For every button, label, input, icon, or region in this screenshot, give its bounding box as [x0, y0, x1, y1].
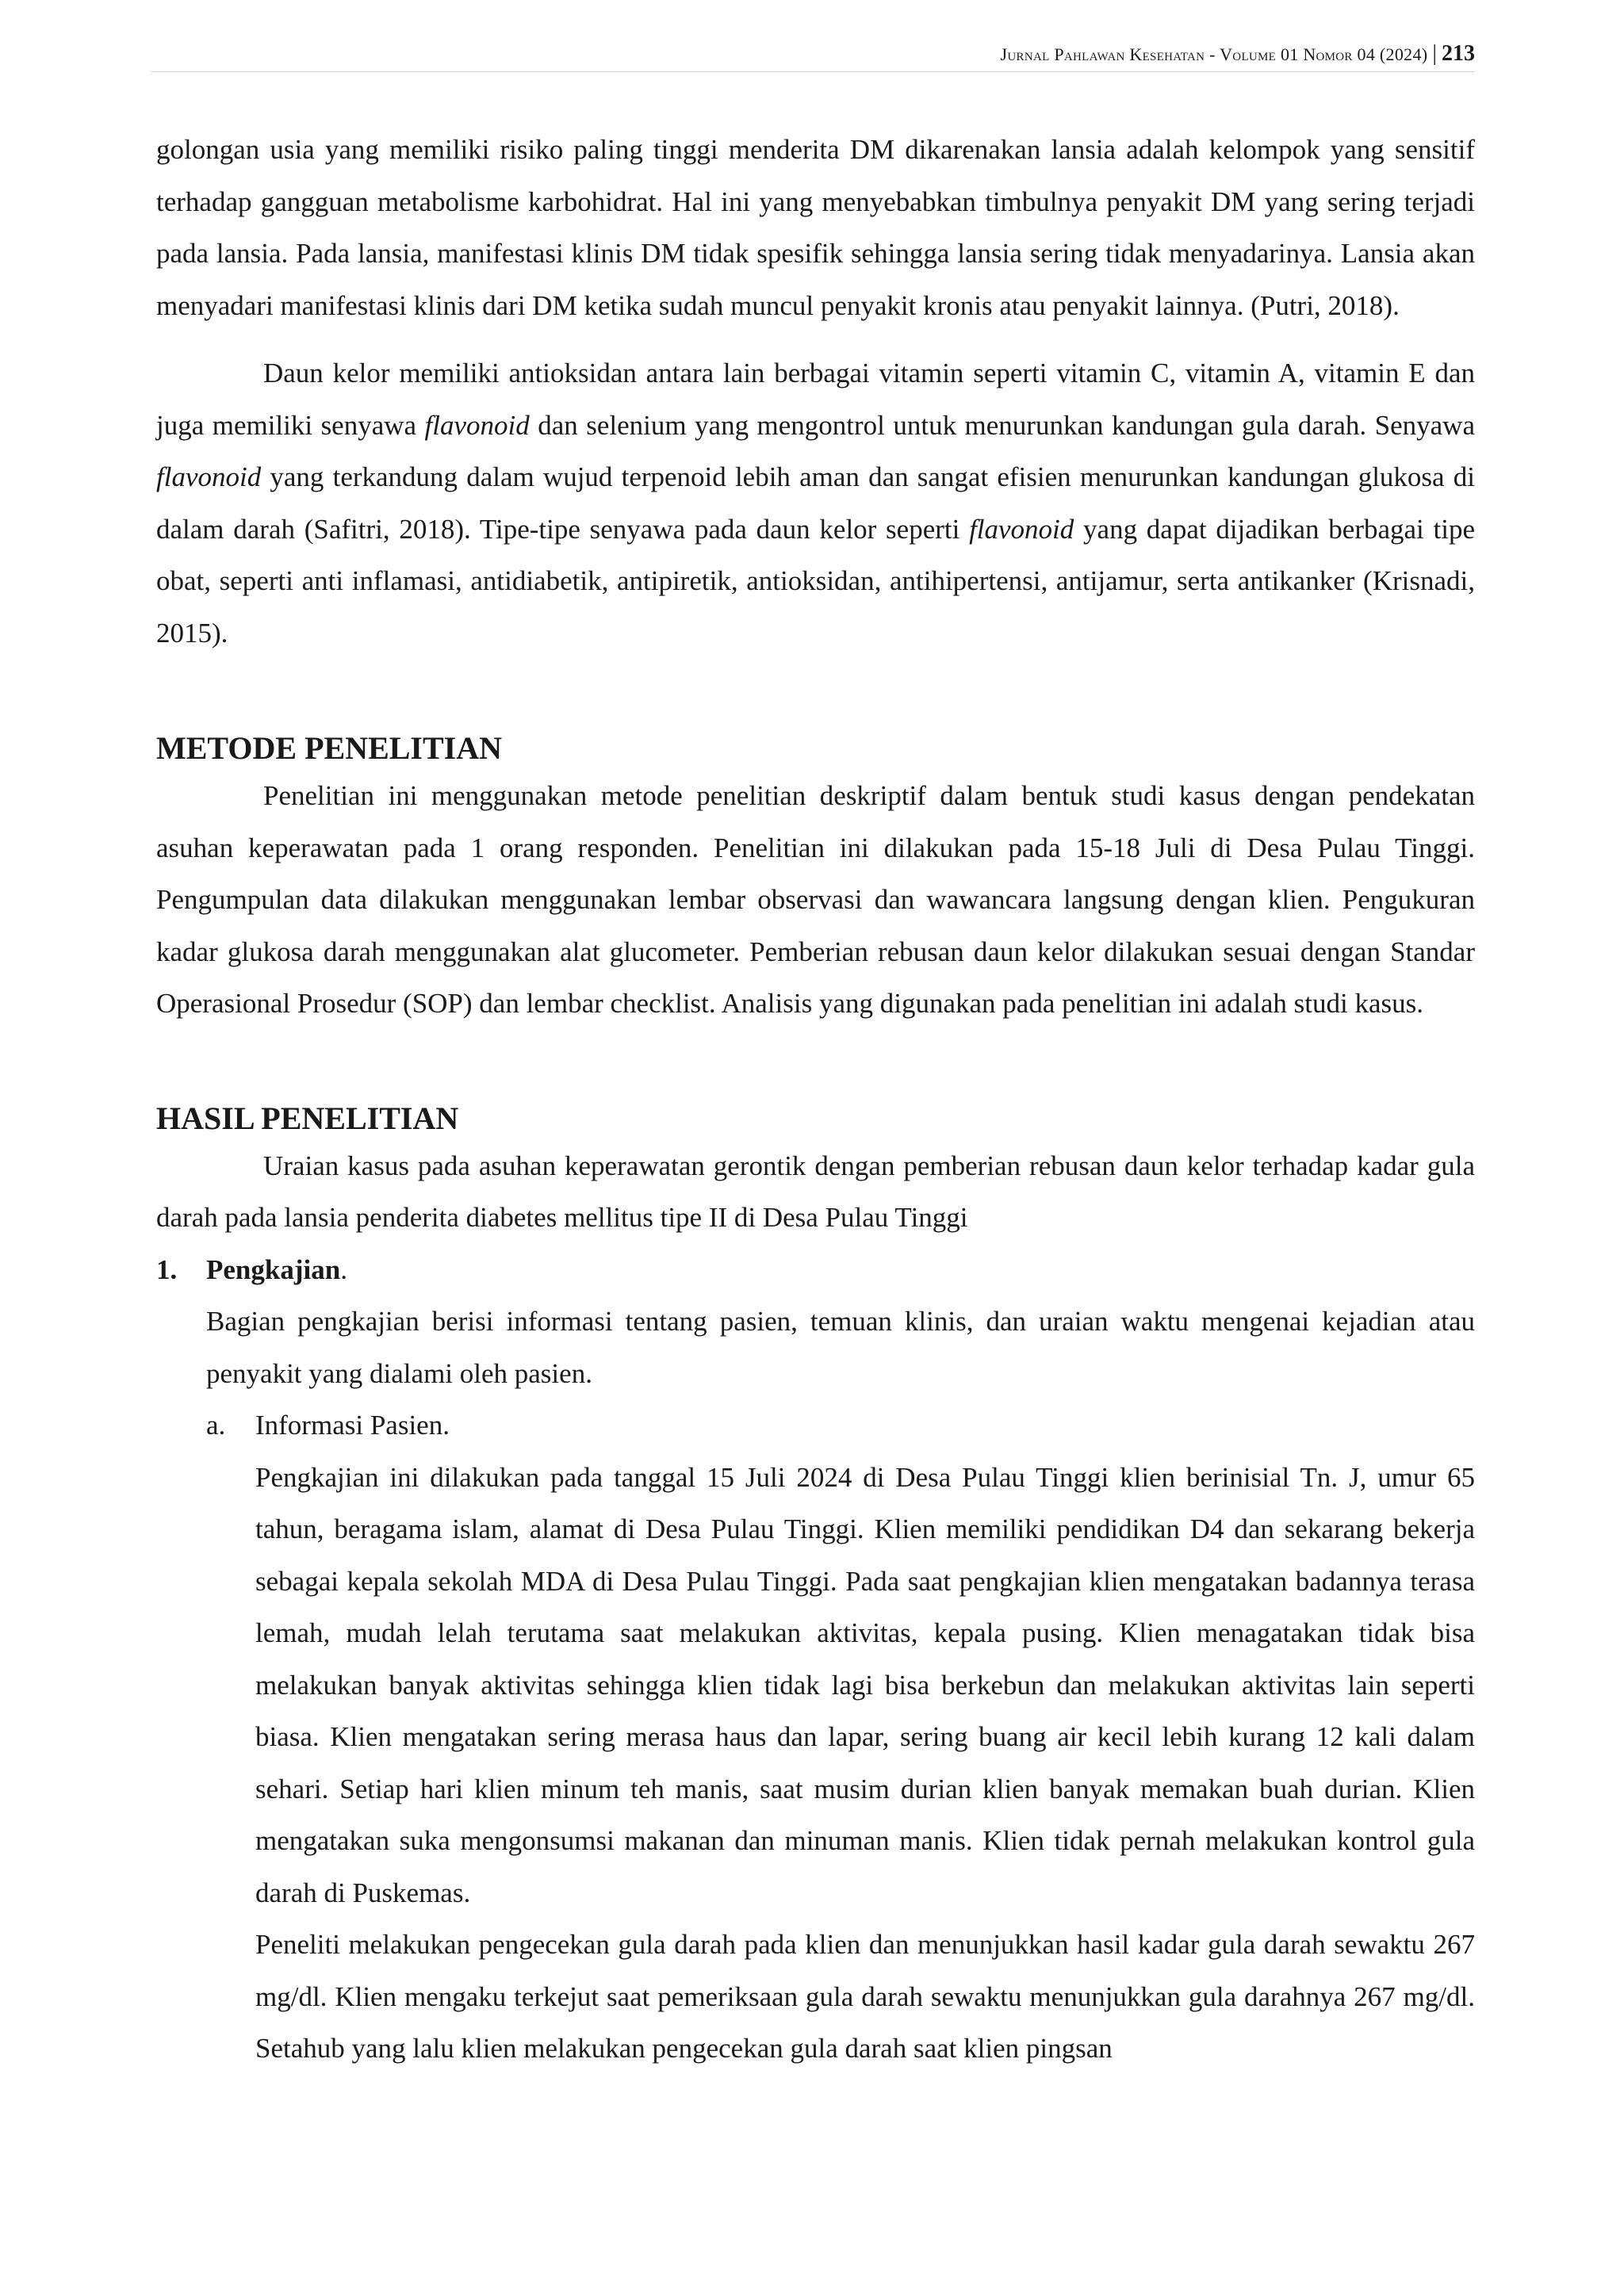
italic-term: flavonoid [424, 409, 530, 441]
list-item-title-end: . [340, 1253, 347, 1285]
section-heading-metode: METODE PENELITIAN [156, 730, 503, 766]
italic-term: flavonoid [969, 513, 1074, 545]
paragraph-informasi-pasien: Pengkajian ini dilakukan pada tanggal 15 Juli 2024 di Desa Pulau Tinggi klien berinisial Tn. J, umur 65 tahun, beragama islam, alamat di Desa Pulau Tinggi. Klien memiliki pendidikan D4 dan sekarang bekerja sebagai kepala sekolah MDA di Desa Pulau Tinggi. Pada saat pengkajian klien mengatakan badannya terasa lemah, mudah lelah terutama saat melakukan aktivitas, kepala pusing. Klien menagatakan tidak bisa melakukan banyak aktivitas sehingga klien tidak lagi bisa berkebun dan melakukan aktivitas lain seperti biasa. Klien mengatakan sering merasa haus dan lapar, sering buang air kecil lebih kurang 12 kali dalam sehari. Setiap hari klien minum teh manis, saat musim durian klien banyak memakan buah durian. Klien mengatakan suka mengonsumsi makanan dan minuman manis. Klien tidak pernah melakukan kontrol gula darah di Puskemas. [255, 1461, 1475, 1908]
paragraph-pemeriksaan-gula-darah: Peneliti melakukan pengecekan gula darah pada klien dan menunjukkan hasil kadar gula darah sewaktu 267 mg/dl. Klien mengaku terkejut saat pemeriksaan gula darah sewaktu menunjukkan gula darahnya 267 mg/dl. Setahub yang lalu klien melakukan pengecekan gula darah saat klien pingsan [255, 1929, 1475, 2064]
section-heading-hasil: HASIL PENELITIAN [156, 1100, 459, 1136]
journal-title: Jurnal Pahlawan Kesehatan - Volume 01 Nomor 04 (2024) [1000, 44, 1428, 64]
page-body [156, 124, 1475, 2075]
sublist-item-informasi-pasien [156, 1399, 1475, 1452]
text-segment: yang terkandung dalam wujud terpenoid lebih aman dan sangat efisien menurunkan kandungan glukosa di dalam darah (Safitri, 2018). Tipe-tipe senyawa pada daun kelor seperti [156, 461, 1475, 545]
text-segment: Daun kelor memiliki antioksidan antara lain berbagai vitamin seperti vitamin C, vitamin A, vitamin E dan juga memiliki senyawa [156, 358, 1475, 441]
italic-term: flavonoid [156, 461, 262, 492]
paragraph-diabetes-elderly: golongan usia yang memiliki risiko paling tinggi menderita DM dikarenakan lansia adalah kelompok yang sensitif terhadap gangguan metabolisme karbohidrat. Hal ini yang menyebabkan timbulnya penyakit DM yang sering terjadi pada lansia. Pada lansia, manifestasi klinis DM tidak spesifik sehingga lansia sering tidak menyadarinya. Lansia akan menyadari manifestasi klinis dari DM ketika sudah muncul penyakit kronis atau penyakit lainnya. (Putri, 2018). [156, 134, 1475, 321]
header-separator: | [1432, 41, 1437, 66]
sublist-item-title: Informasi Pasien. [255, 1410, 450, 1441]
paragraph-moringa [156, 347, 1475, 659]
running-header [151, 36, 1475, 72]
list-number: 1. [156, 1253, 178, 1285]
page-number: 213 [1442, 41, 1475, 66]
list-item-title: Pengkajian [206, 1253, 341, 1285]
text-segment: dan selenium yang mengontrol untuk menurunkan kandungan gula darah. Senyawa [529, 409, 1475, 441]
text-segment: yang dapat dijadikan berbagai tipe obat, seperti anti inflamasi, antidiabetik, antipiretik, antioksidan, antihipertensi, antijamur, serta antikanker (Krisnadi, 2015). [156, 513, 1475, 649]
paragraph-hasil-intro: Uraian kasus pada asuhan keperawatan gerontik dengan pemberian rebusan daun kelor terhadap kadar gula darah pada lansia penderita diabetes mellitus tipe II di Desa Pulau Tinggi [156, 1150, 1475, 1233]
list-item-pengkajian [156, 1244, 1475, 1296]
paragraph-pengkajian: Bagian pengkajian berisi informasi tentang pasien, temuan klinis, dan uraian waktu mengenai kejadian atau penyakit yang dialami oleh pasien. [206, 1306, 1475, 1389]
paragraph-metode: Penelitian ini menggunakan metode penelitian deskriptif dalam bentuk studi kasus dengan pendekatan asuhan keperawatan pada 1 orang responden. Penelitian ini dilakukan pada 15-18 Juli di Desa Pulau Tinggi. Pengumpulan data dilakukan menggunakan lembar observasi dan wawancara langsung dengan klien. Pengukuran kadar glukosa darah menggunakan alat glucometer. Pemberian rebusan daun kelor dilakukan sesuai dengan Standar Operasional Prosedur (SOP) dan lembar checklist. Analisis yang digunakan pada penelitian ini adalah studi kasus. [156, 780, 1475, 1019]
sublist-letter: a. [206, 1410, 226, 1441]
